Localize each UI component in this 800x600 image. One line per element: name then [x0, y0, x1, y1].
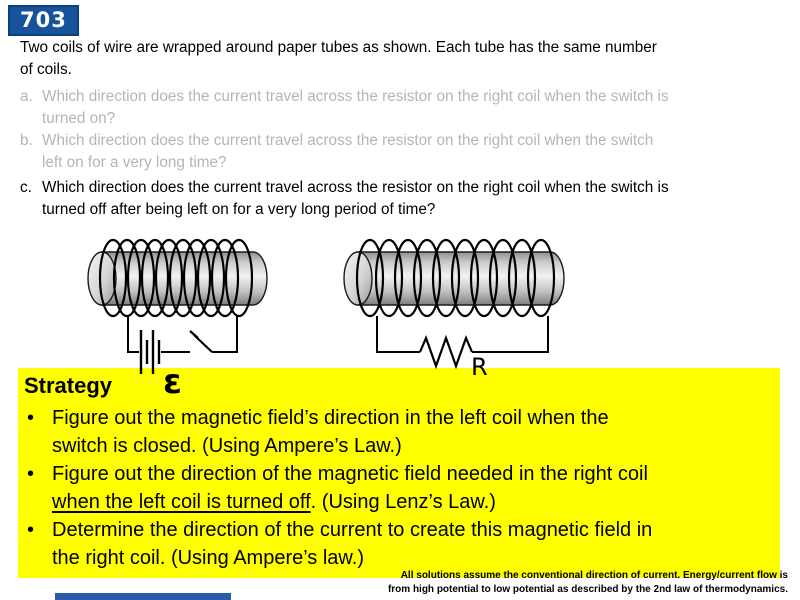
- question-a-line: turned on?: [42, 109, 116, 127]
- footer-note: [388, 569, 788, 596]
- intro-line: of coils.: [20, 61, 72, 79]
- problem-text: [20, 37, 782, 221]
- footer-line: from high potential to low potential as described by the 2nd law of thermodynamics.: [387, 583, 788, 595]
- page-number-badge: 703: [8, 5, 79, 36]
- question-b-line: Which direction does the current travel across the resistor on the right coil when the switch: [42, 132, 654, 150]
- problem-intro: [20, 37, 782, 82]
- strategy-bullet-1: • Figure out the magnetic field’s direction in the left coil when the switch is closed. (Using Ampere’s Law.): [24, 404, 780, 460]
- question-c-line: turned off after being left on for a very long period of time?: [42, 201, 436, 219]
- question-b-line: left on for a very long time?: [42, 154, 227, 172]
- right-coil-diagram: [344, 240, 564, 381]
- question-list: [20, 86, 782, 222]
- emf-label: ε: [163, 362, 182, 402]
- switch-symbol: [190, 331, 212, 352]
- strategy-highlight-box: [18, 368, 780, 578]
- bullet-icon: •: [27, 463, 35, 485]
- question-c-line: Which direction does the current travel across the resistor on the right coil when the switch is: [42, 178, 669, 196]
- question-b-label: b.: [20, 132, 33, 150]
- resistor-symbol: [420, 338, 472, 366]
- bullet-icon: •: [27, 519, 35, 541]
- strategy-bullet-3: • Determine the direction of the current to create this magnetic field in the right coil. (Using Ampere’s law.): [24, 516, 780, 572]
- question-a: [20, 86, 782, 131]
- strategy-bullet-2: • Figure out the direction of the magnetic field needed in the right coil when the left coil is turned off. (Using Lenz’s Law.): [24, 460, 780, 516]
- question-c: [20, 177, 782, 222]
- question-b: [20, 130, 782, 175]
- question-c-label: c.: [20, 178, 32, 196]
- resistor-label: R: [471, 353, 488, 381]
- question-a-line: Which direction does the current travel across the resistor on the right coil when the switch is: [42, 87, 669, 105]
- right-coil-windings: [357, 240, 554, 316]
- strategy-bullet-list: [24, 404, 780, 572]
- footer-line: All solutions assume the conventional direction of current. Energy/current flow is: [400, 570, 788, 581]
- left-tube-cap: [88, 252, 116, 305]
- bullet-icon: •: [27, 407, 35, 429]
- bottom-accent-bar: [55, 593, 231, 600]
- underlined-phrase: when the left coil is turned off: [52, 491, 311, 513]
- strategy-heading: Strategy: [24, 373, 113, 398]
- right-tube: [358, 252, 564, 305]
- left-circuit-wires: [128, 316, 237, 352]
- intro-line: Two coils of wire are wrapped around paper tubes as shown. Each tube has the same number: [20, 39, 657, 56]
- right-circuit-wires: [377, 316, 548, 352]
- right-tube-cap: [344, 252, 372, 305]
- question-a-label: a.: [20, 87, 33, 105]
- left-tube: [102, 252, 267, 305]
- left-coil-windings: [100, 240, 252, 316]
